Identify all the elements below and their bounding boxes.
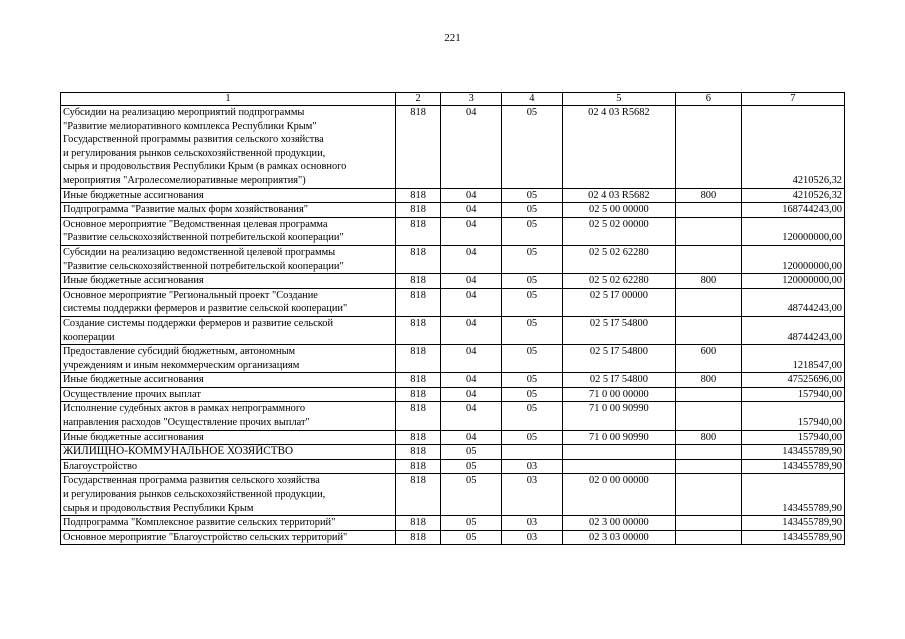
- row-expense-type: [676, 203, 742, 218]
- row-target-article: 02 5 00 00000: [562, 203, 675, 218]
- row-ministry-code: 818: [395, 530, 441, 545]
- row-expense-type: 600: [676, 345, 742, 373]
- row-target-article: 02 5 I7 54800: [562, 373, 675, 388]
- row-section: 05: [441, 530, 502, 545]
- row-ministry-code: 818: [395, 188, 441, 203]
- row-ministry-code: 818: [395, 373, 441, 388]
- row-target-article: 02 5 I7 54800: [562, 345, 675, 373]
- row-ministry-code: 818: [395, 430, 441, 445]
- row-ministry-code: 818: [395, 474, 441, 516]
- row-target-article: 02 5 02 00000: [562, 217, 675, 245]
- row-subsection: 03: [502, 459, 563, 474]
- row-name: Субсидии на реализацию ведомственной целевой программы "Развитие сельскохозяйственной потребительской кооперации": [61, 245, 396, 273]
- table-row: [61, 516, 845, 531]
- row-target-article: 71 0 00 90990: [562, 430, 675, 445]
- row-target-article: 02 5 I7 54800: [562, 316, 675, 344]
- row-subsection: 05: [502, 245, 563, 273]
- table-row: [61, 530, 845, 545]
- row-subsection: 03: [502, 530, 563, 545]
- row-ministry-code: 818: [395, 316, 441, 344]
- row-section: 05: [441, 474, 502, 516]
- row-ministry-code: 818: [395, 245, 441, 273]
- table-row: [61, 459, 845, 474]
- table-row: [61, 402, 845, 430]
- table-row: [61, 430, 845, 445]
- row-ministry-code: 818: [395, 345, 441, 373]
- table-row: [61, 387, 845, 402]
- row-section: 04: [441, 274, 502, 289]
- row-amount: 143455789,90: [741, 474, 844, 516]
- row-ministry-code: 818: [395, 106, 441, 189]
- row-expense-type: [676, 530, 742, 545]
- row-ministry-code: 818: [395, 459, 441, 474]
- row-name: Иные бюджетные ассигнования: [61, 430, 396, 445]
- row-section: 04: [441, 402, 502, 430]
- row-target-article: 02 5 02 62280: [562, 274, 675, 289]
- row-amount: 120000000,00: [741, 245, 844, 273]
- row-name: Основное мероприятие "Региональный проект "Создание системы поддержки фермеров и развитие сельской кооперации": [61, 288, 396, 316]
- row-expense-type: [676, 217, 742, 245]
- row-amount: 120000000,00: [741, 274, 844, 289]
- row-ministry-code: 818: [395, 387, 441, 402]
- row-subsection: 05: [502, 430, 563, 445]
- row-name: Исполнение судебных актов в рамках непрограммного направления расходов "Осуществление прочих выплат": [61, 402, 396, 430]
- row-expense-type: [676, 245, 742, 273]
- row-section: 04: [441, 316, 502, 344]
- row-amount: 143455789,90: [741, 459, 844, 474]
- row-expense-type: [676, 445, 742, 460]
- row-amount: 4210526,32: [741, 188, 844, 203]
- header-col-5: 5: [562, 93, 675, 106]
- row-expense-type: 800: [676, 430, 742, 445]
- row-expense-type: [676, 288, 742, 316]
- row-subsection: 05: [502, 402, 563, 430]
- table-row: [61, 245, 845, 273]
- table-row: [61, 274, 845, 289]
- table-row: [61, 373, 845, 388]
- table-row: [61, 188, 845, 203]
- row-section: 04: [441, 106, 502, 189]
- row-target-article: [562, 459, 675, 474]
- row-section: 04: [441, 345, 502, 373]
- row-name: Создание системы поддержки фермеров и развитие сельской кооперации: [61, 316, 396, 344]
- row-subsection: 05: [502, 316, 563, 344]
- row-subsection: 05: [502, 345, 563, 373]
- row-section: 04: [441, 188, 502, 203]
- row-section: 05: [441, 459, 502, 474]
- row-target-article: [562, 445, 675, 460]
- row-amount: 168744243,00: [741, 203, 844, 218]
- budget-table: [60, 92, 845, 545]
- row-name: Благоустройство: [61, 459, 396, 474]
- table-body: [61, 106, 845, 545]
- row-expense-type: 800: [676, 188, 742, 203]
- row-amount: 4210526,32: [741, 106, 844, 189]
- row-subsection: 05: [502, 106, 563, 189]
- row-section: 04: [441, 203, 502, 218]
- header-col-6: 6: [676, 93, 742, 106]
- row-amount: 48744243,00: [741, 288, 844, 316]
- row-expense-type: [676, 474, 742, 516]
- row-subsection: [502, 445, 563, 460]
- table-row: [61, 474, 845, 516]
- row-amount: 143455789,90: [741, 516, 844, 531]
- header-col-1: 1: [61, 93, 396, 106]
- row-expense-type: 800: [676, 274, 742, 289]
- row-target-article: 02 4 03 R5682: [562, 188, 675, 203]
- row-target-article: 02 5 I7 00000: [562, 288, 675, 316]
- page-number: 221: [444, 32, 461, 44]
- row-ministry-code: 818: [395, 203, 441, 218]
- row-name: Предоставление субсидий бюджетным, автономным учреждениям и иным некоммерческим организациям: [61, 345, 396, 373]
- header-col-4: 4: [502, 93, 563, 106]
- row-subsection: 05: [502, 217, 563, 245]
- row-expense-type: 800: [676, 373, 742, 388]
- table-row: [61, 288, 845, 316]
- row-subsection: 05: [502, 274, 563, 289]
- row-target-article: 02 4 03 R5682: [562, 106, 675, 189]
- row-subsection: 05: [502, 288, 563, 316]
- table-row: [61, 217, 845, 245]
- row-expense-type: [676, 106, 742, 189]
- row-amount: 1218547,00: [741, 345, 844, 373]
- row-expense-type: [676, 459, 742, 474]
- row-amount: 48744243,00: [741, 316, 844, 344]
- row-ministry-code: 818: [395, 516, 441, 531]
- table-row: [61, 203, 845, 218]
- row-expense-type: [676, 402, 742, 430]
- row-target-article: 71 0 00 00000: [562, 387, 675, 402]
- row-amount: 157940,00: [741, 387, 844, 402]
- row-ministry-code: 818: [395, 274, 441, 289]
- header-row: [61, 93, 845, 106]
- row-section: 04: [441, 245, 502, 273]
- row-name: Подпрограмма "Развитие малых форм хозяйствования": [61, 203, 396, 218]
- row-expense-type: [676, 516, 742, 531]
- table-row: [61, 106, 845, 189]
- row-subsection: 05: [502, 188, 563, 203]
- row-ministry-code: 818: [395, 288, 441, 316]
- row-target-article: 02 0 00 00000: [562, 474, 675, 516]
- header-col-2: 2: [395, 93, 441, 106]
- row-amount: 47525696,00: [741, 373, 844, 388]
- header-col-7: 7: [741, 93, 844, 106]
- row-amount: 157940,00: [741, 430, 844, 445]
- row-section: 05: [441, 516, 502, 531]
- row-name: Осуществление прочих выплат: [61, 387, 396, 402]
- row-section: 05: [441, 445, 502, 460]
- row-section: 04: [441, 288, 502, 316]
- row-name: ЖИЛИЩНО-КОММУНАЛЬНОЕ ХОЗЯЙСТВО: [61, 445, 396, 460]
- row-subsection: 03: [502, 474, 563, 516]
- row-name: Иные бюджетные ассигнования: [61, 373, 396, 388]
- row-section: 04: [441, 217, 502, 245]
- row-section: 04: [441, 387, 502, 402]
- row-target-article: 02 5 02 62280: [562, 245, 675, 273]
- row-subsection: 03: [502, 516, 563, 531]
- row-target-article: 71 0 00 90990: [562, 402, 675, 430]
- row-name: Основное мероприятие "Ведомственная целевая программа "Развитие сельскохозяйственной потребительской кооперации": [61, 217, 396, 245]
- row-subsection: 05: [502, 203, 563, 218]
- row-name: Основное мероприятие "Благоустройство сельских территорий": [61, 530, 396, 545]
- row-amount: 157940,00: [741, 402, 844, 430]
- row-expense-type: [676, 316, 742, 344]
- table-row: [61, 445, 845, 460]
- row-name: Иные бюджетные ассигнования: [61, 188, 396, 203]
- row-ministry-code: 818: [395, 445, 441, 460]
- row-subsection: 05: [502, 373, 563, 388]
- row-subsection: 05: [502, 387, 563, 402]
- row-ministry-code: 818: [395, 402, 441, 430]
- row-expense-type: [676, 387, 742, 402]
- header-col-3: 3: [441, 93, 502, 106]
- row-amount: 143455789,90: [741, 445, 844, 460]
- row-section: 04: [441, 430, 502, 445]
- row-name: Иные бюджетные ассигнования: [61, 274, 396, 289]
- row-target-article: 02 3 00 00000: [562, 516, 675, 531]
- row-ministry-code: 818: [395, 217, 441, 245]
- row-amount: 143455789,90: [741, 530, 844, 545]
- row-name: Государственная программа развития сельского хозяйства и регулирования рынков сельскохозяйственной продукции, сырья и продовольствия Республики Крым: [61, 474, 396, 516]
- table-row: [61, 345, 845, 373]
- table-row: [61, 316, 845, 344]
- row-name: Субсидии на реализацию мероприятий подпрограммы "Развитие мелиоративного комплекса Республики Крым" Государственной программы развития сельского хозяйства и регулирования рынков сельскохозяйственной продукции, сырья и продовольствия Республики Крым (в рамках основного мероприятия "Агролесомелиоративные мероприятия"): [61, 106, 396, 189]
- row-target-article: 02 3 03 00000: [562, 530, 675, 545]
- row-amount: 120000000,00: [741, 217, 844, 245]
- row-section: 04: [441, 373, 502, 388]
- row-name: Подпрограмма "Комплексное развитие сельских территорий": [61, 516, 396, 531]
